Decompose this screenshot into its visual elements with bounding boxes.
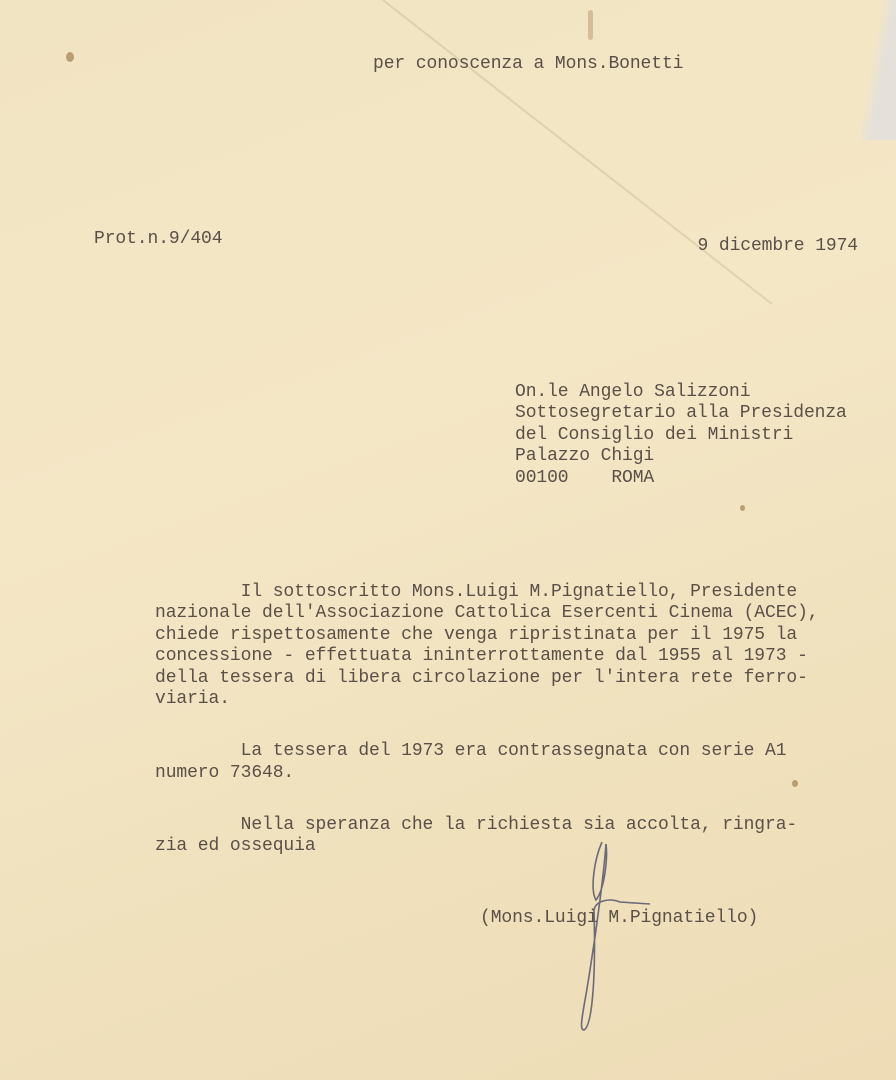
letter-date: 9 dicembre 1974 [697,236,858,256]
body-line: della tessera di libera circolazione per l'intera rete ferro- [155,667,808,688]
handwritten-signature [560,830,670,1040]
recipient-address [515,360,847,511]
body-line: viaria. [155,689,230,709]
body-line: nazionale dell'Associazione Cattolica Esercenti Cinema (ACEC), [155,603,819,623]
body-line: concessione - effettuata ininterrottamente dal 1955 al 1973 - [155,646,808,666]
body-line: chiede rispettosamente che venga ripristinata per il 1975 la [155,624,798,645]
paper-fold [330,0,773,305]
protocol-number: Prot.n.9/404 [94,229,223,249]
letter-body [155,560,819,879]
paragraph-1 [155,582,819,711]
body-line: zia ed ossequia [155,836,316,856]
body-line: Nella speranza che la richiesta sia accolta, ringra- [155,814,798,835]
paper-edge [856,0,896,140]
address-line: Palazzo Chigi [515,446,655,466]
body-line: Il sottoscritto Mons.Luigi M.Pignatiello, Presidente [155,581,798,602]
cc-line: per conoscenza a Mons.Bonetti [373,54,684,74]
paragraph-3 [155,815,819,858]
body-line: numero 73648. [155,762,295,783]
body-line: La tessera del 1973 era contrassegnata con serie A1 [155,741,787,761]
address-line: del Consiglio dei Ministri [515,424,794,445]
paragraph-2 [155,741,819,784]
stain [588,10,593,40]
stain [66,52,74,62]
address-line: Sottosegretario alla Presidenza [515,403,847,423]
signature-name: (Mons.Luigi M.Pignatiello) [480,908,759,928]
address-line: 00100 ROMA [515,467,655,488]
address-line: On.le Angelo Salizzoni [515,381,751,402]
